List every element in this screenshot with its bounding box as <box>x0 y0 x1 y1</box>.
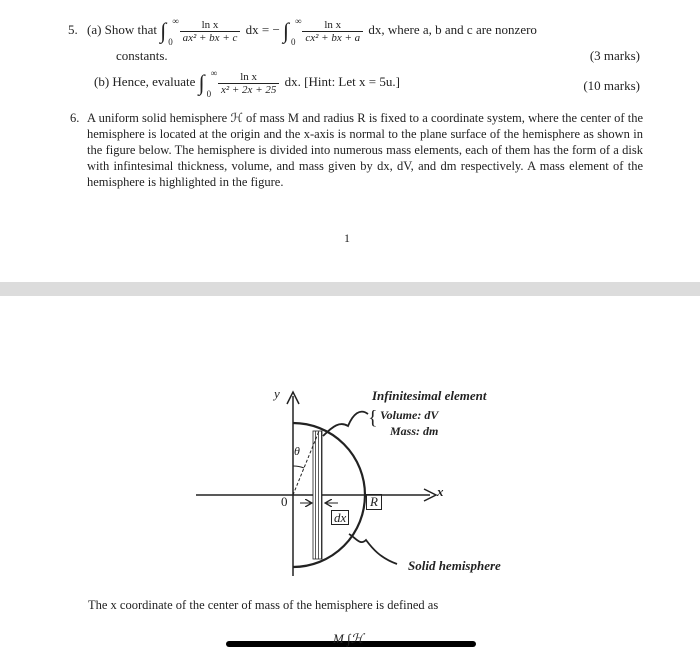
q5-tail: dx, where a, b and c are nonzero <box>368 21 537 37</box>
y-axis-label: y <box>274 386 280 401</box>
q5-part-b-line <box>94 68 400 99</box>
theta-arc <box>293 466 304 468</box>
brace: { <box>368 407 378 429</box>
q6-number: 6. <box>70 111 80 125</box>
theta-label: θ <box>294 444 300 458</box>
fraction-b: $\frac{\text{ln x}}{\text{cx² + bx + a}}$ <box>302 19 363 44</box>
hemisphere-label: Solid hemisphere <box>408 558 501 573</box>
q6-text: A uniform solid hemisphere ℋ of mass M and radius R is fixed to a coordinate system, where the center of the hemisphere is located at the origin and the x-axis is normal to the plane surface of the hemisphere as shown in the figure below. The hemisphere is divided into numerous mass elements, each of them has the form of a disk with infintesimal thickness, volume, and mass given by dx, dV, and dm respectively. A mass element of the hemisphere is highlighted in the figure. <box>87 111 643 189</box>
hemisphere-pointer <box>349 534 397 564</box>
constants-text: constants. <box>116 48 168 63</box>
volume-label: Volume: dV <box>380 408 439 422</box>
page-number: 1 <box>344 231 350 245</box>
mass-label: Mass: dm <box>390 424 439 438</box>
marks-b: (10 marks) <box>583 78 640 93</box>
fraction-a: $\frac{\text{ln x}}{\text{ax² + bx + c}}$ <box>180 19 241 44</box>
fraction-c: $\frac{\text{ln x}}{\text{x² + 2x + 25}}$ <box>218 71 279 96</box>
q5-part-b-label: (b) Hence, evaluate <box>94 73 196 89</box>
dx-label: dx <box>331 510 349 525</box>
q5-part-a-label: (a) Show that <box>87 21 158 37</box>
bottom-text: The x coordinate of the center of mass of the hemisphere is defined as <box>88 598 439 612</box>
dx-equals: dx = − <box>245 21 280 37</box>
page-2 <box>0 296 700 665</box>
page-1 <box>0 0 700 282</box>
radius-label: R <box>366 494 382 510</box>
formula-fragment: M ∫ℋ <box>333 631 364 646</box>
q5-number: 5. <box>68 21 78 37</box>
mass-element-disk <box>313 431 322 559</box>
x-axis-label: x <box>437 484 444 499</box>
element-title: Infinitesimal element <box>372 388 487 403</box>
marks-a: (3 marks) <box>589 48 640 63</box>
q5-part-a-line <box>68 16 537 47</box>
q6-paragraph <box>70 110 643 190</box>
origin-label: 0 <box>281 494 288 509</box>
integral-sign: ∫ ∞ 0 <box>283 16 302 47</box>
hint-text: dx. [Hint: Let x = 5u.] <box>284 73 400 89</box>
integral-sign: ∫ ∞ 0 <box>198 68 218 99</box>
integral-sign: ∫ ∞ 0 <box>160 16 179 47</box>
